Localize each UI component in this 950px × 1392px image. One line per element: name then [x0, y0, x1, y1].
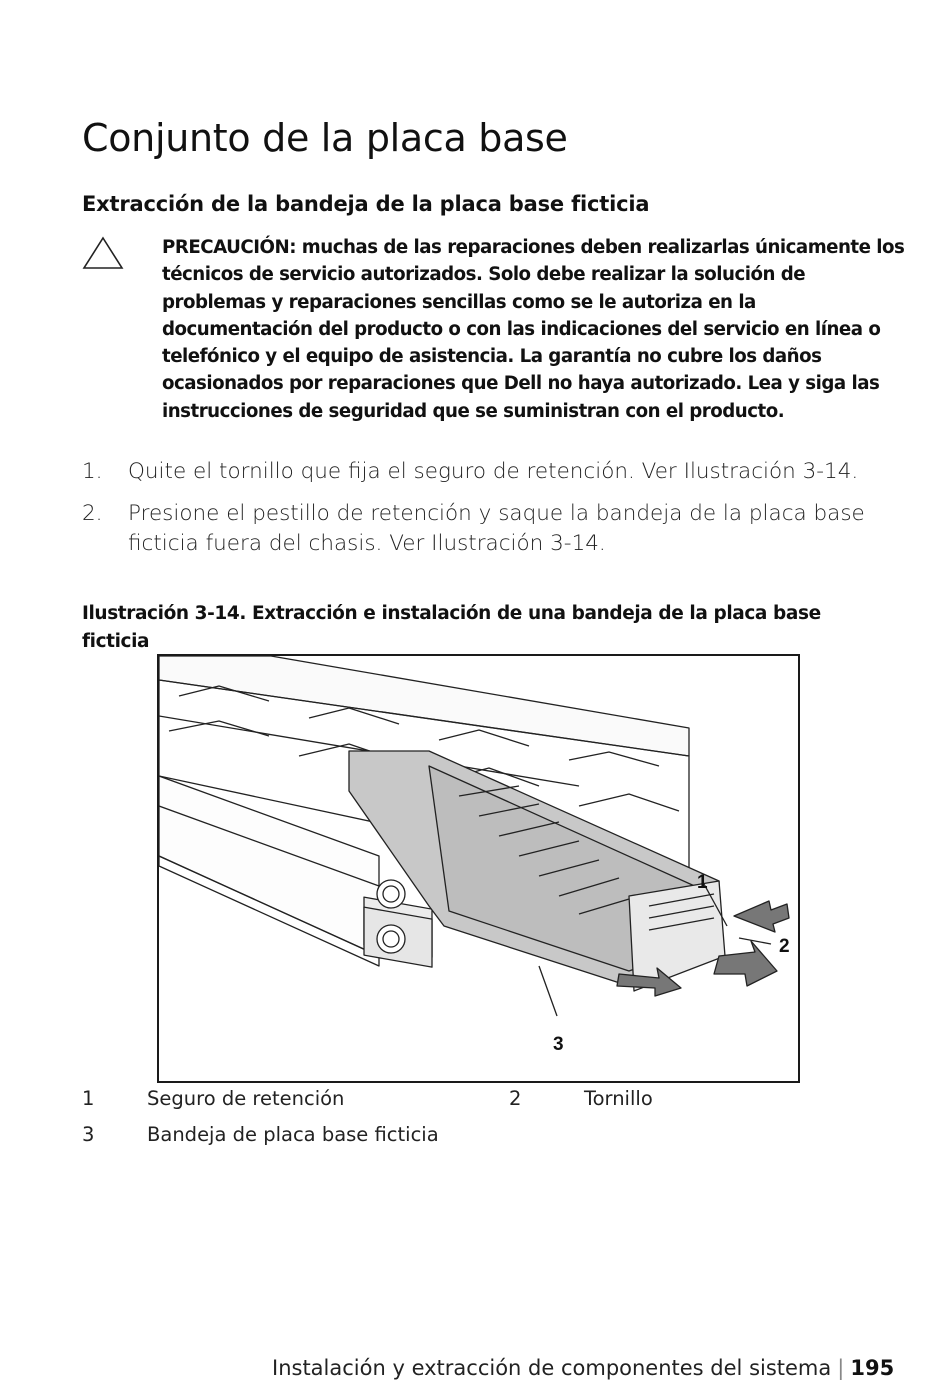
step-item	[82, 457, 902, 487]
legend-label: Tornillo	[584, 1087, 653, 1110]
step-text: Quite el tornillo que fija el seguro de retención. Ver Ilustración 3-14.	[128, 459, 859, 484]
caution-note: PRECAUCIÓN: muchas de las reparaciones deben realizarlas únicamente los técnicos de servicio autorizados. Solo debe realizar la solución de problemas y reparaciones sencillas como se le autoriza en la documentación del producto o con las indicaciones del servicio en línea o telefónico y el equipo de asistencia. La garantía no cubre los daños ocasionados por reparaciones que Dell no haya autorizado. Lea y siga las instrucciones de seguridad que se suministran con el producto.	[162, 237, 905, 422]
legend-row	[82, 1123, 902, 1159]
step-text: Presione el pestillo de retención y saque la bandeja de la placa base ficticia fuera del chasis. Ver Ilustración 3-14.	[128, 501, 865, 556]
legend-number: 2	[509, 1087, 522, 1110]
legend-label: Seguro de retención	[147, 1087, 345, 1110]
figure-callout-2: 2	[779, 936, 790, 957]
legend-row	[82, 1087, 902, 1123]
procedure-steps	[82, 457, 902, 559]
figure-callout-3: 3	[553, 1034, 564, 1055]
step-number: 2.	[82, 501, 103, 526]
section-title: Conjunto de la placa base	[82, 116, 568, 160]
caution-icon	[82, 236, 124, 270]
subsection-title: Extracción de la bandeja de la placa base ficticia	[82, 192, 650, 216]
figure-callout-1: 1	[697, 872, 708, 893]
chassis-illustration	[159, 656, 798, 1081]
footer-separator: |	[837, 1356, 845, 1380]
page-number: 195	[850, 1356, 895, 1380]
page-footer	[272, 1356, 894, 1380]
figure-caption: Ilustración 3-14. Extracción e instalación de una bandeja de la placa base ficticia	[82, 603, 821, 652]
legend-number: 3	[82, 1123, 95, 1146]
step-number: 1.	[82, 459, 103, 484]
figure-legend	[82, 1087, 902, 1159]
legend-label: Bandeja de placa base ficticia	[147, 1123, 439, 1146]
step-item	[82, 499, 902, 559]
legend-number: 1	[82, 1087, 95, 1110]
footer-chapter-title: Instalación y extracción de componentes del sistema	[272, 1356, 832, 1380]
figure-illustration	[157, 654, 800, 1083]
